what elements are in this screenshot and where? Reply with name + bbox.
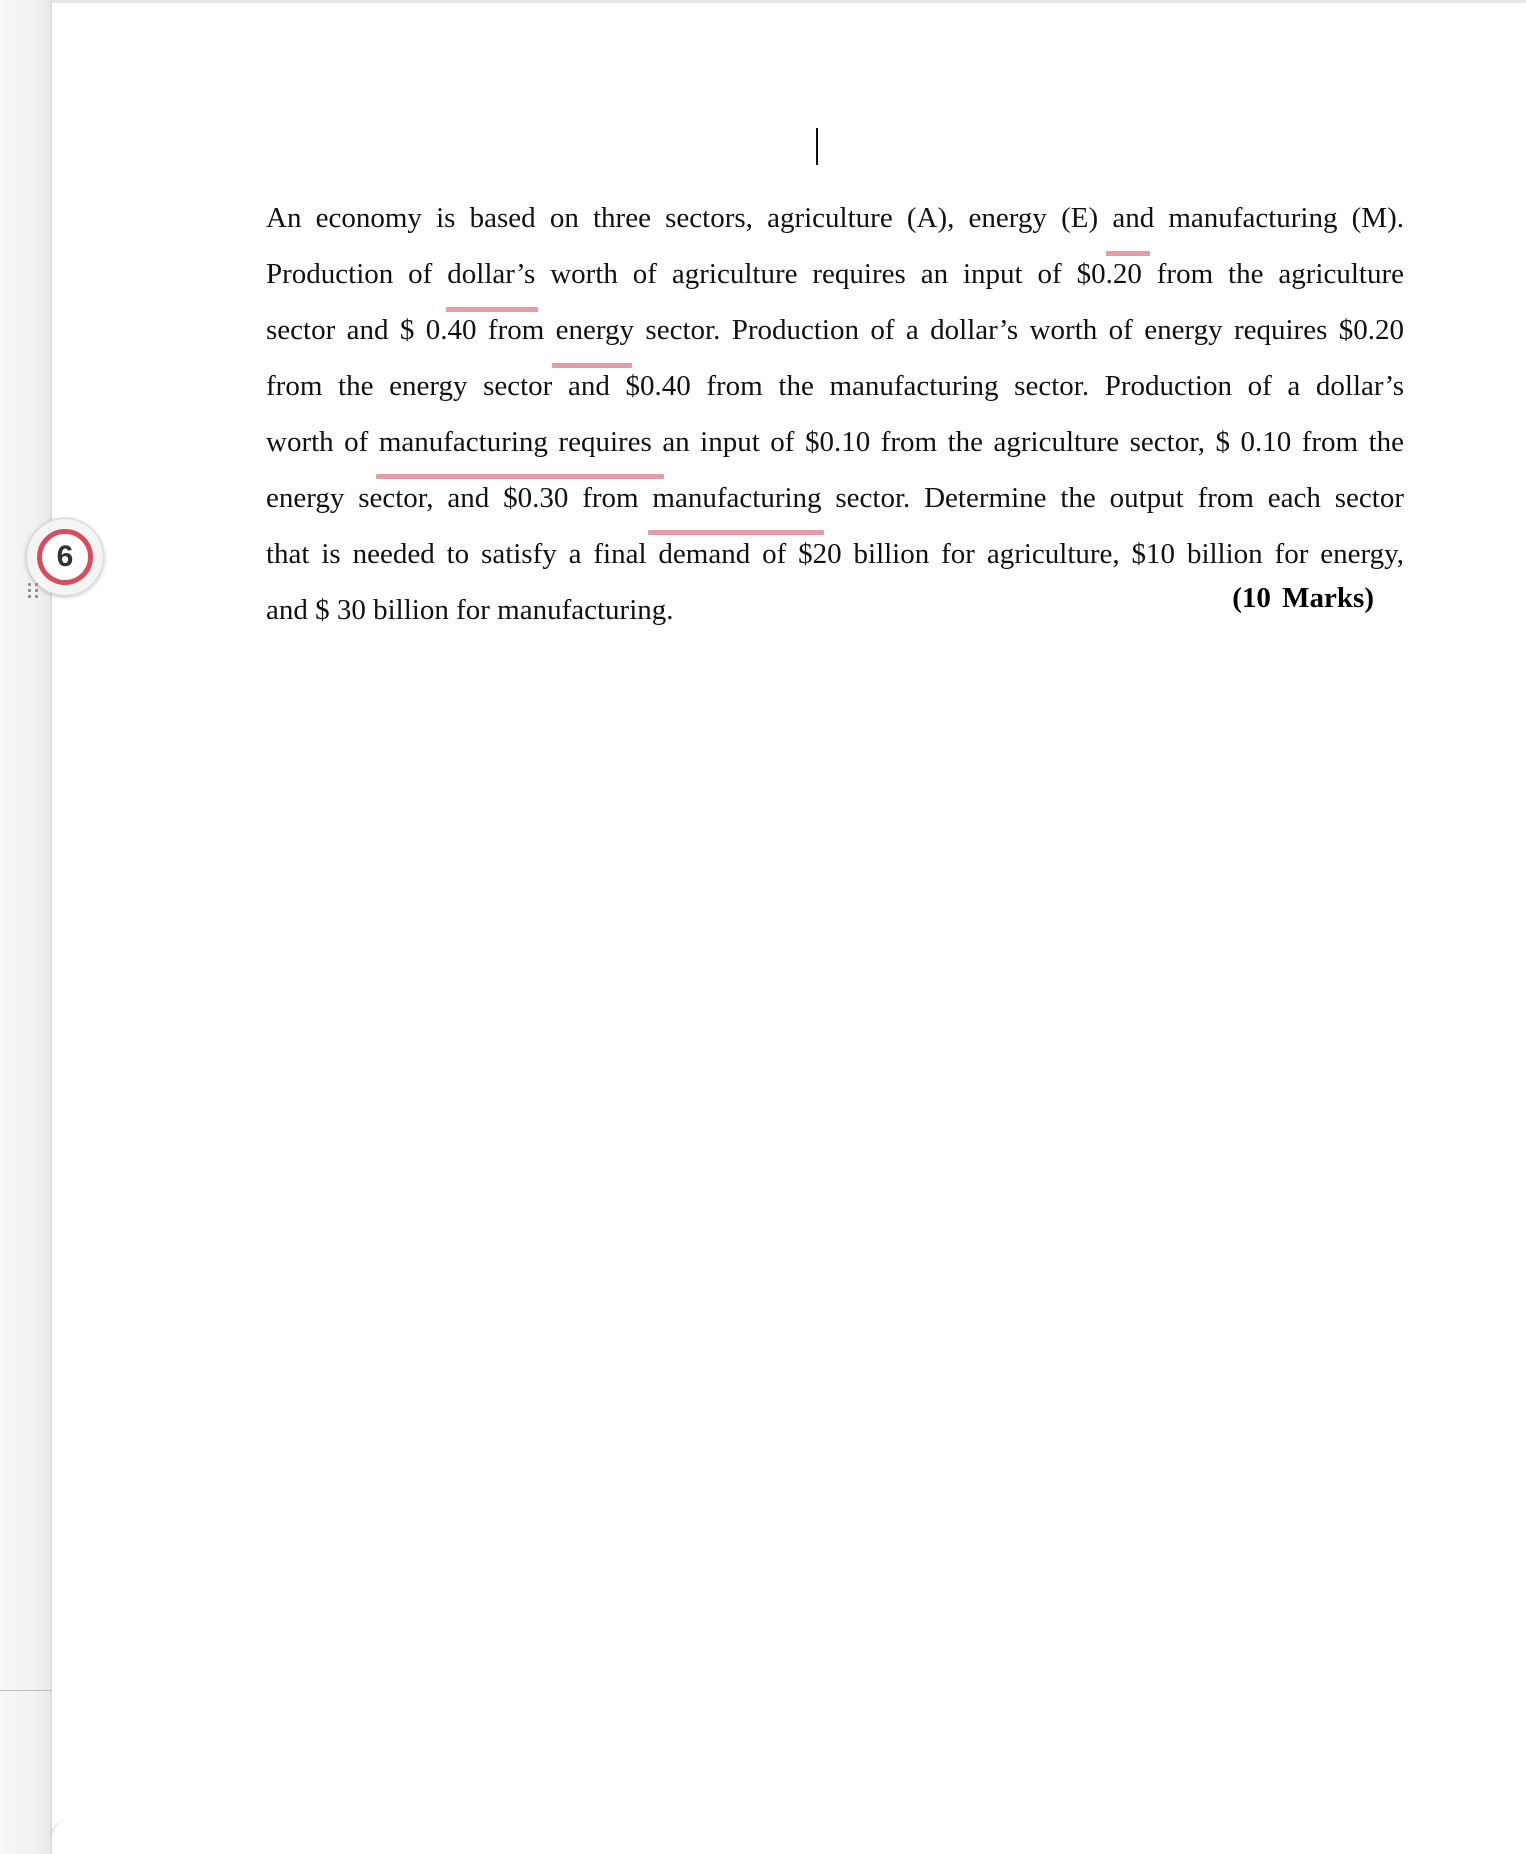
annotation-mark xyxy=(648,530,824,535)
drag-handle-icon[interactable] xyxy=(28,583,42,599)
page-left-edge xyxy=(50,0,52,1854)
text-cursor-caret xyxy=(816,128,818,165)
question-line-6: energy sector, and $0.30 from manufacturing sector. Determine the output from each sector xyxy=(266,482,1404,514)
annotation-mark xyxy=(446,307,538,312)
question-line-8: and $ 30 billion for manufacturing. xyxy=(266,594,674,626)
left-margin-panel xyxy=(0,0,50,1854)
question-line-4: from the energy sector and $0.40 from the manufacturing sector. Production of a dollar’s xyxy=(266,370,1404,402)
page-corner xyxy=(50,1820,84,1854)
page-top-border xyxy=(52,0,1526,3)
question-line-3: sector and $ 0.40 from energy sector. Production of a dollar’s worth of energy requires $0.20 xyxy=(266,314,1404,346)
question-number: 6 xyxy=(56,540,74,573)
question-line-7: that is needed to satisfy a final demand of $20 billion for agriculture, $10 billion for energy, xyxy=(266,538,1404,570)
margin-divider xyxy=(0,1690,52,1691)
question-line-1: An economy is based on three sectors, agriculture (A), energy (E) and manufacturing (M). xyxy=(266,202,1404,234)
annotation-mark xyxy=(1106,251,1150,256)
question-line-5: worth of manufacturing requires an input of $0.10 from the agriculture sector, $ 0.10 from the xyxy=(266,426,1404,458)
annotation-mark xyxy=(552,363,632,368)
question-number-ring xyxy=(37,529,93,585)
question-line-2: Production of dollar’s worth of agriculture requires an input of $0.20 from the agriculture xyxy=(266,258,1404,290)
marks-label: (10 Marks) xyxy=(1232,582,1374,614)
annotation-mark xyxy=(376,474,664,479)
question-text xyxy=(266,190,1404,638)
